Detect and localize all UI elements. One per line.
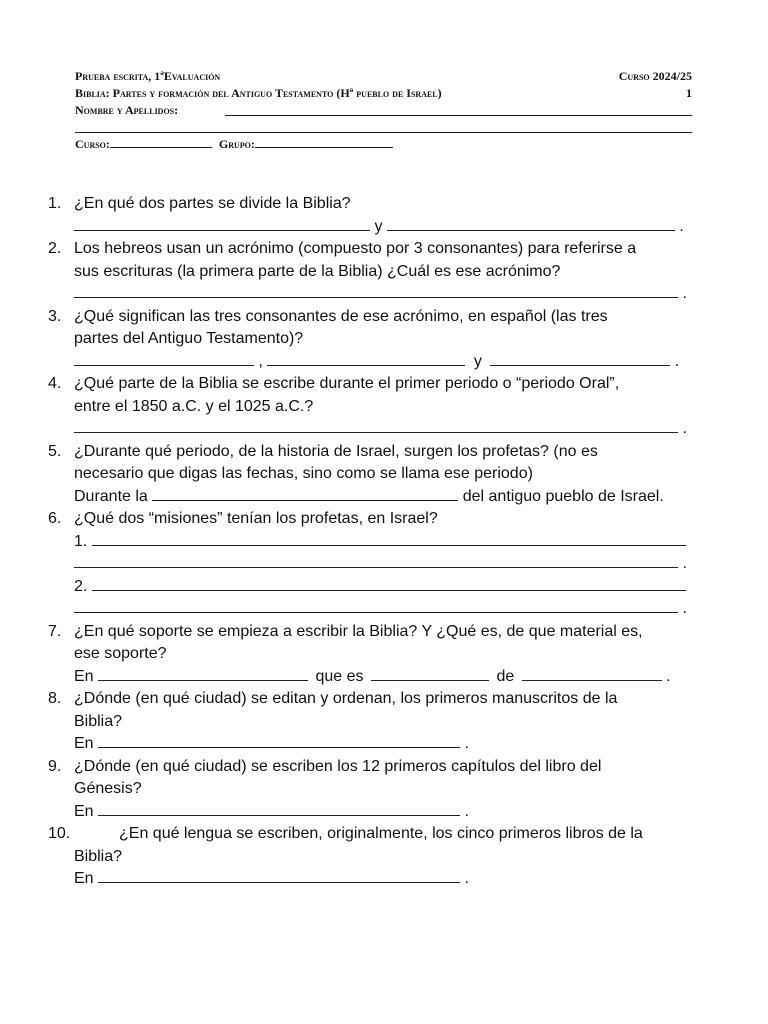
connector-text: de <box>496 667 515 685</box>
answer-prefix: En <box>74 735 94 752</box>
page-number: 1 <box>686 86 692 100</box>
question-3 <box>48 306 696 374</box>
question-number: 1. <box>48 195 62 212</box>
period: . <box>464 802 469 820</box>
course-group-row <box>75 136 692 153</box>
answer-line <box>74 486 696 509</box>
course-field[interactable] <box>110 136 212 148</box>
header-line-1 <box>75 68 692 85</box>
connector-text: y <box>374 217 383 235</box>
answer-line <box>74 801 696 824</box>
answer-line <box>74 418 696 441</box>
answer-blank[interactable] <box>74 283 678 298</box>
question-text: ¿Qué dos “misiones” tenían los profetas, en Israel? <box>74 510 438 527</box>
exam-title: Prueba escrita, 1ªEvaluación <box>75 69 221 83</box>
question-7 <box>48 621 696 689</box>
answer-blank[interactable] <box>74 418 678 433</box>
answer-prefix: En <box>74 870 94 887</box>
question-text: necesario que digas las fechas, sino como se llama ese periodo) <box>74 465 533 482</box>
period: . <box>682 555 687 572</box>
question-text: Biblia? <box>74 712 123 730</box>
answer-line <box>74 553 696 576</box>
question-number: 6. <box>48 510 62 527</box>
period: . <box>682 420 687 437</box>
question-text: ¿Dónde (en qué ciudad) se escriben los 12 primeros capítulos del libro del <box>74 757 602 775</box>
answer-blank[interactable] <box>98 733 460 748</box>
item-number: 1. <box>74 532 88 550</box>
answer-blank[interactable] <box>267 351 465 366</box>
answer-blank[interactable] <box>74 598 678 613</box>
question-text: ese soporte? <box>74 645 167 662</box>
course-year: Curso 2024/25 <box>618 69 692 83</box>
period: . <box>666 667 671 685</box>
period: . <box>682 285 687 302</box>
question-4 <box>48 373 696 441</box>
question-number: 4. <box>48 375 62 392</box>
question-number: 9. <box>48 757 62 775</box>
answer-blank[interactable] <box>490 351 670 366</box>
period: . <box>674 352 680 370</box>
answer-line <box>74 666 696 689</box>
subject-title: Biblia: Partes y formación del Antiguo Testamento (Hª pueblo de Israel) <box>75 86 442 100</box>
question-text: ¿En qué soporte se empieza a escribir la Biblia? Y ¿Qué es, de que material es, <box>74 622 643 640</box>
answer-line <box>74 351 696 374</box>
period: . <box>682 600 687 617</box>
question-number: 3. <box>48 307 62 325</box>
group-label: Grupo: <box>218 137 255 151</box>
answer-prefix: En <box>74 802 94 820</box>
question-text: sus escrituras (la primera parte de la Biblia) ¿Cuál es ese acrónimo? <box>74 262 561 280</box>
answer-line <box>74 283 696 306</box>
answer-blank[interactable] <box>92 576 686 591</box>
answer-blank[interactable] <box>152 486 458 501</box>
question-number: 7. <box>48 622 62 640</box>
answer-line <box>74 598 696 621</box>
question-text: ¿Durante qué periodo, de la historia de Israel, surgen los profetas? (no es <box>74 442 598 460</box>
question-text: Los hebreos usan un acrónimo (compuesto por 3 consonantes) para referirse a <box>74 240 637 257</box>
question-number: 2. <box>48 240 62 257</box>
item-number: 2. <box>74 577 88 595</box>
period: . <box>464 735 469 752</box>
course-label: Curso: <box>75 137 110 151</box>
answer-blank[interactable] <box>387 216 675 231</box>
answer-prefix: Durante la <box>74 487 148 505</box>
question-1 <box>48 193 696 238</box>
question-text: entre el 1850 a.C. y el 1025 a.C.? <box>74 397 314 415</box>
answer-blank[interactable] <box>74 553 678 568</box>
question-text: ¿En qué dos partes se divide la Biblia? <box>74 195 351 212</box>
answer-blank[interactable] <box>522 666 662 681</box>
group-field[interactable] <box>255 136 393 148</box>
questions-list <box>48 193 696 891</box>
question-text: Génesis? <box>74 780 142 797</box>
answer-blank[interactable] <box>98 801 460 816</box>
answer-blank[interactable] <box>98 868 460 883</box>
name-label: Nombre y Apellidos: <box>75 103 179 117</box>
question-9 <box>48 756 696 824</box>
answer-blank[interactable] <box>371 666 489 681</box>
connector-text: que es <box>315 667 364 685</box>
name-row <box>75 102 692 119</box>
answer-line <box>74 531 696 554</box>
question-8 <box>48 688 696 756</box>
question-text: ¿Qué significan las tres consonantes de ese acrónimo, en español (las tres <box>74 307 608 325</box>
separator: , <box>258 352 263 370</box>
question-text: ¿Qué parte de la Biblia se escribe durante el primer periodo o “periodo Oral”, <box>74 375 620 392</box>
answer-blank[interactable] <box>98 666 308 681</box>
question-number: 8. <box>48 690 62 707</box>
connector-text: y <box>473 352 482 370</box>
answer-line <box>74 868 696 891</box>
question-10 <box>48 823 696 891</box>
answer-blank[interactable] <box>74 351 254 366</box>
answer-blank[interactable] <box>92 531 686 546</box>
question-6 <box>48 508 696 621</box>
period: . <box>464 870 469 887</box>
answer-line <box>74 576 696 599</box>
answer-suffix: del antiguo pueblo de Israel. <box>462 487 664 505</box>
name-field[interactable] <box>225 115 692 116</box>
question-5 <box>48 441 696 509</box>
question-2 <box>48 238 696 306</box>
answer-line <box>74 733 696 756</box>
period: . <box>679 217 684 235</box>
question-text: ¿En qué lengua se escriben, originalmente, los cinco primeros libros de la <box>119 825 643 842</box>
question-number: 10. <box>48 825 71 842</box>
exam-header <box>75 68 692 153</box>
question-text: partes del Antiguo Testamento)? <box>74 330 304 347</box>
question-text: ¿Dónde (en qué ciudad) se editan y ordenan, los primeros manuscritos de la <box>74 690 618 707</box>
question-number: 5. <box>48 442 62 460</box>
answer-blank[interactable] <box>74 216 370 231</box>
header-line-2 <box>75 85 692 102</box>
question-text: Biblia? <box>74 847 123 865</box>
answer-line <box>74 216 696 239</box>
name-field-continuation[interactable] <box>75 132 692 133</box>
name-continuation-row <box>75 119 692 136</box>
answer-prefix: En <box>74 667 94 685</box>
